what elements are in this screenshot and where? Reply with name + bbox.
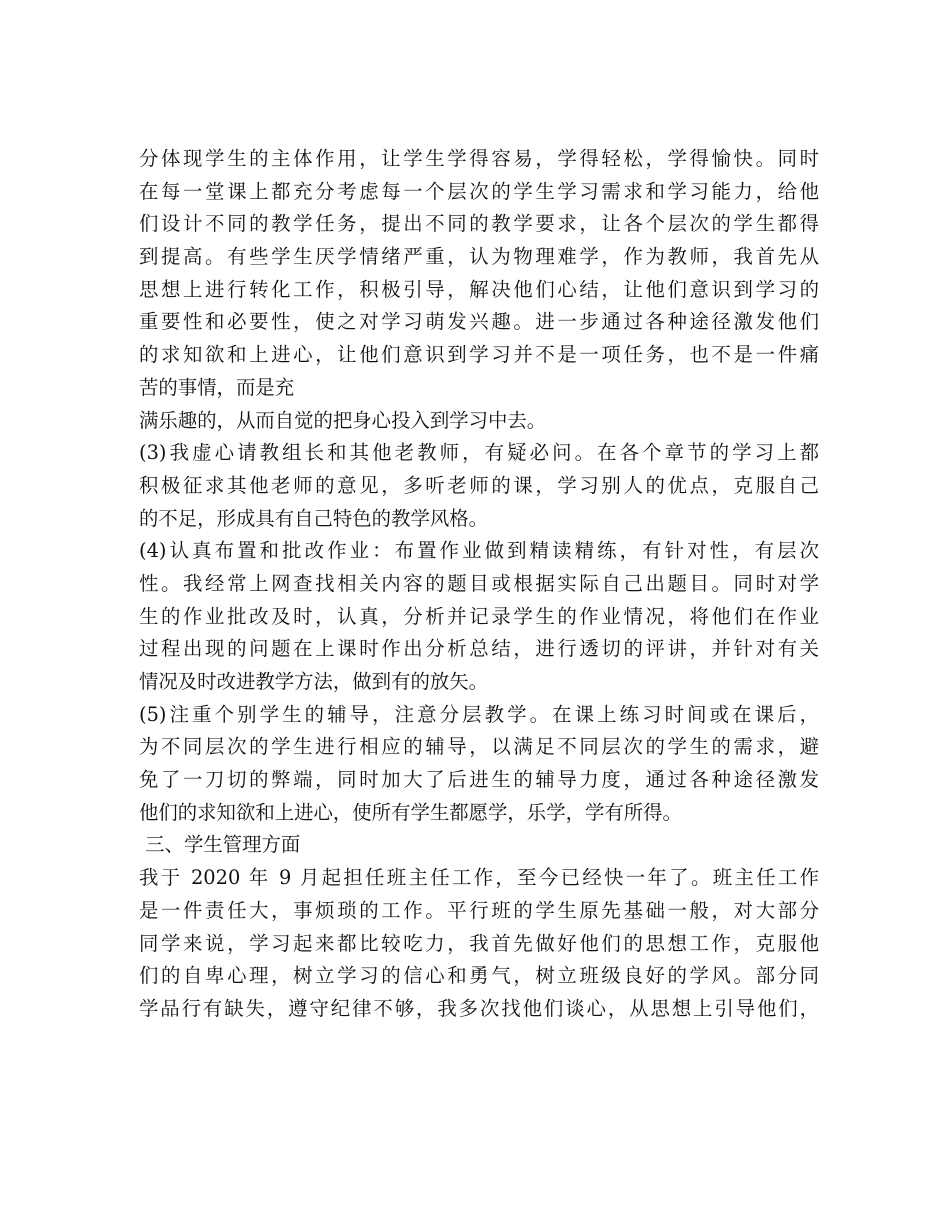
text-line: 们的自卑心理，树立学习的信心和勇气，树立班级良好的学风。部分同 xyxy=(139,964,819,988)
text-line: 满乐趣的，从而自觉的把身心投入到学习中去。 xyxy=(139,408,547,432)
text-line: 生的作业批改及时，认真，分析并记录学生的作业情况，将他们在作业 xyxy=(139,604,819,628)
text-line: 分体现学生的主体作用，让学生学得容易，学得轻松，学得愉快。同时 xyxy=(139,147,819,170)
text-line: 他们的求知欲和上进心，使所有学生都愿学，乐学，学有所得。 xyxy=(139,800,682,824)
text-line: 同学来说，学习起来都比较吃力，我首先做好他们的思想工作，克服他 xyxy=(139,931,819,955)
text-line: 是一件责任大，事烦琐的工作。平行班的学生原先基础一般，对大部分 xyxy=(139,898,819,922)
body-text xyxy=(139,143,819,1026)
text-line: (4)认真布置和批改作业：布置作业做到精读精练，有针对性，有层次 xyxy=(139,539,819,563)
text-line: 的求知欲和上进心，让他们意识到学习并不是一项任务，也不是一件痛 xyxy=(139,343,819,367)
text-line: 学品行有缺失，遵守纪律不够，我多次找他们谈心，从思想上引导他们， xyxy=(139,996,819,1020)
text-line: 性。我经常上网查找相关内容的题目或根据实际自己出题目。同时对学 xyxy=(139,571,819,595)
text-line: 情况及时改进教学方法，做到有的放矢。 xyxy=(139,670,489,693)
text-line: 积极征求其他老师的意见，多听老师的课，学习别人的优点，克服自己 xyxy=(139,473,819,497)
text-line: 到提高。有些学生厌学情绪严重，认为物理难学，作为教师，我首先从 xyxy=(139,245,819,269)
text-line: 我于 2020 年 9 月起担任班主任工作，至今已经快一年了。班主任工作 xyxy=(139,866,819,890)
text-line: 在每一堂课上都充分考虑每一个层次的学生学习需求和学习能力，给他 xyxy=(139,179,819,203)
text-line: (5)注重个别学生的辅导，注意分层教学。在课上练习时间或在课后， xyxy=(139,702,819,726)
text-line: 免了一刀切的弊端，同时加大了后进生的辅导力度，通过各种途径激发 xyxy=(139,768,819,792)
text-line: 三、学生管理方面 xyxy=(139,833,301,857)
text-line: 的不足，形成具有自己特色的教学风格。 xyxy=(139,506,489,530)
text-line: 苦的事情，而是充 xyxy=(139,375,295,399)
text-line: 思想上进行转化工作，积极引导，解决他们心结，让他们意识到学习的 xyxy=(139,277,819,301)
text-line: (3)我虚心请教组长和其他老教师，有疑必问。在各个章节的学习上都 xyxy=(139,441,819,465)
text-line: 过程出现的问题在上课时作出分析总结，进行透切的评讲，并针对有关 xyxy=(139,637,819,661)
text-line: 重要性和必要性，使之对学习萌发兴趣。进一步通过各种途径激发他们 xyxy=(139,310,819,334)
text-line: 为不同层次的学生进行相应的辅导，以满足不同层次的学生的需求，避 xyxy=(139,735,819,759)
text-line: 们设计不同的教学任务，提出不同的教学要求，让各个层次的学生都得 xyxy=(139,212,819,236)
